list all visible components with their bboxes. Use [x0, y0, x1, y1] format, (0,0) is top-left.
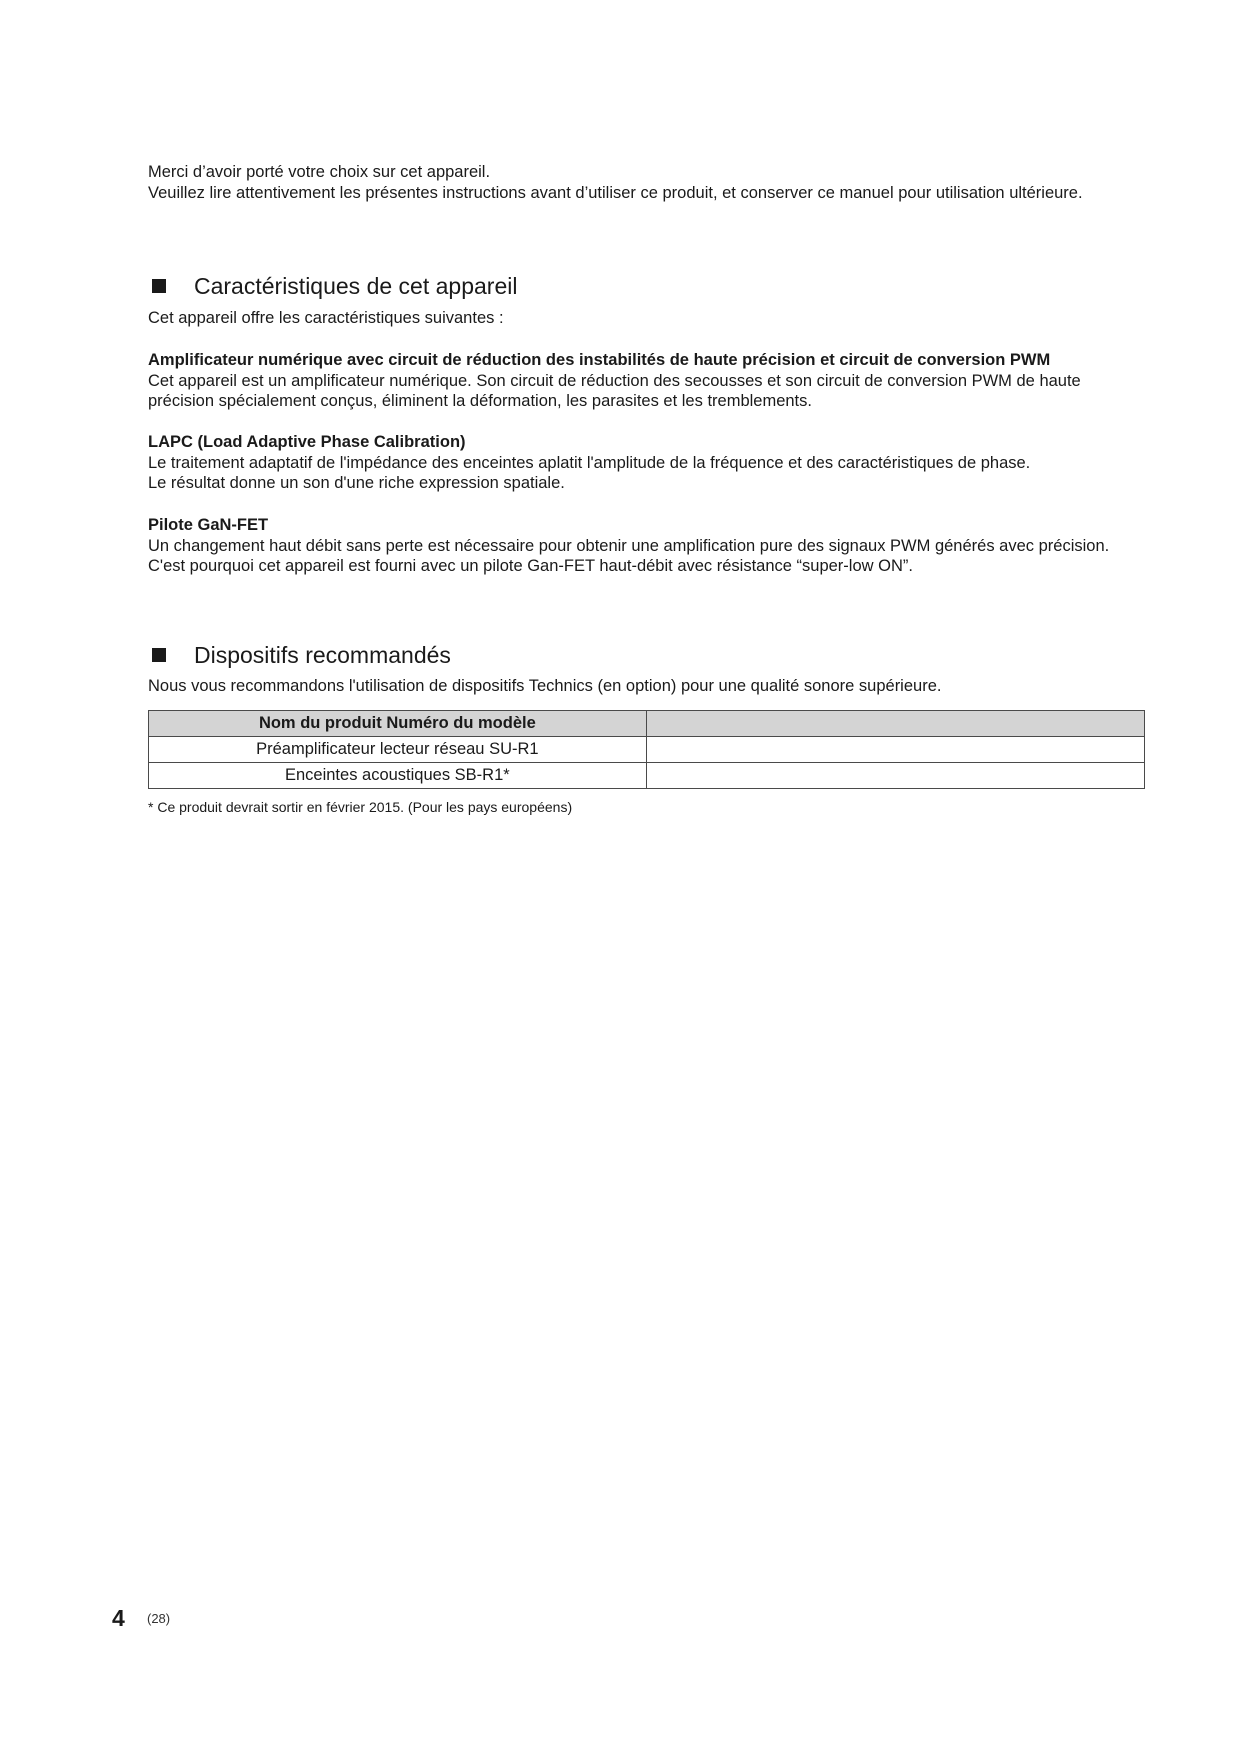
feature-gan-fet [148, 515, 1148, 577]
cell-product-name: Enceintes acoustiques SB-R1* [149, 763, 647, 789]
page-number: 4 [112, 1605, 125, 1631]
feature-title: Amplificateur numérique avec circuit de réduction des instabilités de haute précision et circuit de conversion PWM [148, 351, 1051, 369]
features-intro-text: Cet appareil offre les caractéristiques suivantes : [148, 309, 504, 327]
devices-heading-text: Dispositifs recommandés [194, 642, 451, 668]
intro-line-1: Merci d’avoir porté votre choix sur cet appareil. [148, 163, 491, 181]
feature-lapc [148, 432, 1148, 494]
table-header-row [149, 711, 1145, 737]
feature-body: Cet appareil est un amplificateur numérique. Son circuit de réduction des secousses et son circuit de conversion PWM de haute précision spécialement conçus, éliminent la déformation, les parasites et les tremblements. [148, 371, 1081, 410]
features-heading-text: Caractéristiques de cet appareil [194, 273, 518, 299]
table-row [149, 737, 1145, 763]
square-bullet-icon [152, 279, 166, 293]
devices-intro-text: Nous vous recommandons l'utilisation de dispositifs Technics (en option) pour une qualité sonore supérieure. [148, 677, 942, 695]
cell-model-number [646, 763, 1144, 789]
page-reference: (28) [147, 1611, 171, 1626]
cell-product-name: Préamplificateur lecteur réseau SU-R1 [149, 737, 647, 763]
feature-title: Pilote GaN-FET [148, 516, 269, 534]
header-product-name: Nom du produit Numéro du modèle [149, 711, 647, 737]
cell-model-number [646, 737, 1144, 763]
feature-digital-amplifier [148, 350, 1148, 412]
devices-heading [148, 641, 451, 669]
features-heading [148, 272, 517, 300]
release-footnote: * Ce produit devrait sortir en février 2015. (Pour les pays européens) [148, 799, 573, 815]
feature-body: Un changement haut débit sans perte est nécessaire pour obtenir une amplification pure des signaux PWM générés avec précision. C'est pourquoi cet appareil est fourni avec un pilote Gan-FET haut-débit avec résistance “super-low ON”. [148, 536, 1110, 575]
square-bullet-icon [152, 648, 166, 662]
feature-body: Le traitement adaptatif de l'impédance des enceintes aplatit l'amplitude de la fréquence et des caractéristiques de phase. [148, 453, 1031, 472]
devices-intro [148, 676, 1148, 696]
intro-text [148, 162, 1148, 204]
feature-body-2: Le résultat donne un son d'une riche expression spatiale. [148, 474, 565, 492]
table-row [149, 763, 1145, 789]
feature-title: LAPC (Load Adaptive Phase Calibration) [148, 433, 466, 451]
features-intro [148, 308, 1148, 328]
header-model-number [646, 711, 1144, 737]
intro-line-2: Veuillez lire attentivement les présentes instructions avant d’utiliser ce produit, et conserver ce manuel pour utilisation ultérieure. [148, 184, 1083, 202]
recommended-devices-table [148, 710, 1145, 789]
